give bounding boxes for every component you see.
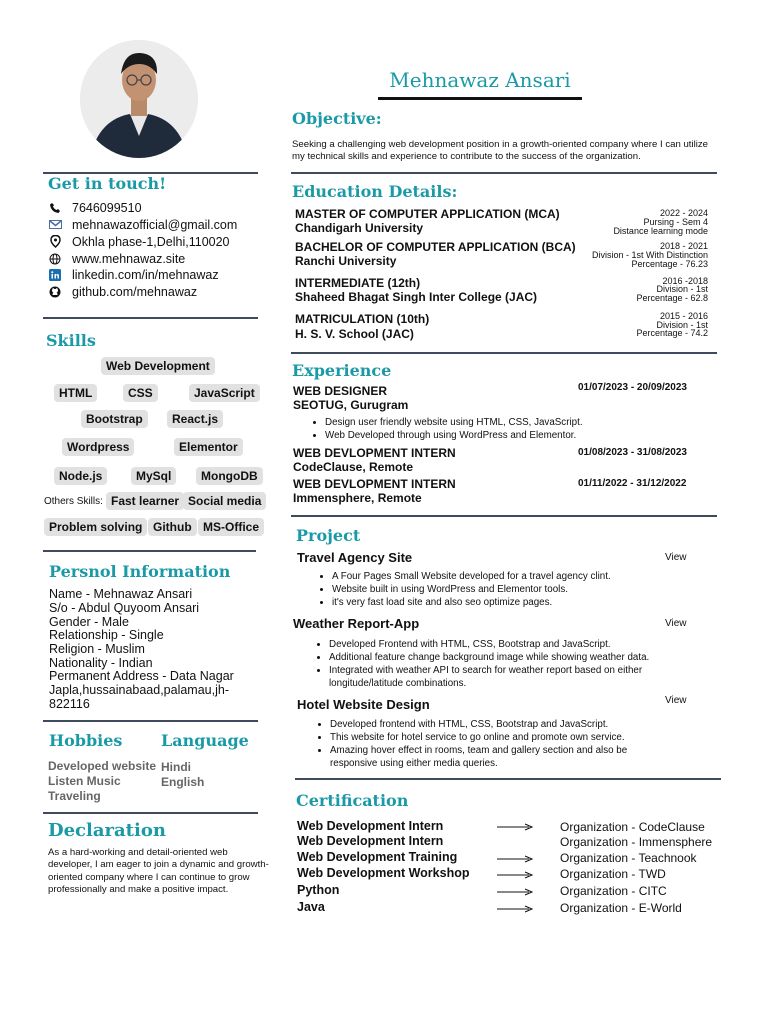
contact-address-text: Okhla phase-1,Delhi,110020 bbox=[72, 234, 230, 249]
education-meta-line: Percentage - 76.23 bbox=[631, 259, 708, 269]
project-bullets bbox=[312, 718, 675, 770]
arrow-right-icon bbox=[497, 855, 533, 863]
experience-company: Immensphere, Remote bbox=[293, 491, 422, 505]
education-meta-line: Percentage - 62.8 bbox=[636, 293, 708, 303]
personal-line: Religion - Muslim bbox=[49, 642, 145, 656]
education-school: H. S. V. School (JAC) bbox=[295, 327, 414, 341]
project-bullet: • Additional feature change background image while showing weather data. bbox=[329, 651, 699, 664]
project-rule bbox=[291, 515, 717, 517]
skill-pill: MongoDB bbox=[196, 467, 263, 485]
arrow-right-icon bbox=[497, 905, 533, 913]
arrow-right-icon bbox=[497, 871, 533, 879]
experience-rule bbox=[291, 352, 717, 354]
experience-company: CodeClause, Remote bbox=[293, 460, 414, 474]
project-view-link[interactable]: View bbox=[665, 618, 687, 629]
education-meta-line: 2022 - 2024 bbox=[659, 208, 708, 218]
certification-name: Java bbox=[297, 900, 325, 914]
location-pin-icon bbox=[48, 235, 62, 249]
experience-dates: 01/07/2023 - 20/09/2023 bbox=[578, 382, 687, 393]
skills-rule bbox=[43, 317, 258, 319]
other-skill-pill: Fast learner bbox=[106, 492, 184, 510]
certification-org: Organization - Teachnook bbox=[560, 851, 697, 865]
other-skill-pill: MS-Office bbox=[198, 518, 264, 536]
project-bullet: • it's very fast load site and also seo optimize pages. bbox=[332, 596, 712, 609]
language-heading: Language bbox=[161, 731, 249, 750]
skill-pill: Wordpress bbox=[62, 438, 134, 456]
education-meta-line: 2018 - 2021 bbox=[659, 241, 708, 251]
project-bullets bbox=[311, 638, 699, 690]
name-underline bbox=[378, 97, 582, 100]
education-meta-line: 2016 -2018 bbox=[662, 276, 708, 286]
contact-rule bbox=[43, 172, 258, 174]
education-degree: MATRICULATION (10th) bbox=[295, 312, 430, 326]
experience-heading: Experience bbox=[292, 361, 392, 380]
hobby-item: Listen Music bbox=[48, 774, 121, 788]
certification-name: Web Development Workshop bbox=[297, 866, 470, 880]
contact-github[interactable] bbox=[48, 283, 197, 300]
personal-line: 822116 bbox=[49, 697, 90, 711]
contact-phone-text: 7646099510 bbox=[72, 200, 142, 215]
hobby-item: Developed website bbox=[48, 759, 157, 773]
hobby-item: Traveling bbox=[48, 789, 101, 803]
project-view-link[interactable]: View bbox=[665, 695, 687, 706]
declaration-rule bbox=[43, 812, 258, 814]
skill-pill: Node.js bbox=[54, 467, 107, 485]
contact-email-text: mehnawazofficial@gmail.com bbox=[72, 217, 238, 232]
project-bullet: • Developed Frontend with HTML, CSS, Bootstrap and JavaScript. bbox=[329, 638, 699, 651]
education-school: Chandigarh University bbox=[295, 221, 424, 235]
personal-line: Nationality - Indian bbox=[49, 656, 153, 670]
resume-name: Mehnawaz Ansari bbox=[389, 68, 571, 92]
contact-heading: Get in touch! bbox=[48, 174, 167, 193]
experience-bullet: • Web Developed through using WordPress and Elementor. bbox=[325, 429, 725, 442]
project-view-link[interactable]: View bbox=[665, 552, 687, 563]
personal-line: Japla,hussainabaad,palamau,jh- bbox=[49, 683, 229, 697]
project-heading: Project bbox=[296, 526, 361, 545]
contact-linkedin[interactable] bbox=[48, 266, 219, 283]
other-skill-pill: Social media bbox=[183, 492, 266, 510]
education-meta-line: 2015 - 2016 bbox=[659, 311, 708, 321]
objective-heading: Objective: bbox=[292, 109, 382, 128]
skills-heading: Skills bbox=[46, 331, 96, 350]
other-skill-pill: Problem solving bbox=[44, 518, 147, 536]
personal-heading: Persnol Information bbox=[49, 562, 231, 581]
language-item: Hindi bbox=[161, 760, 191, 774]
contact-github-text: github.com/mehnawaz bbox=[72, 284, 198, 299]
skill-pill: Elementor bbox=[174, 438, 243, 456]
education-meta-line: Pursing - Sem 4 bbox=[643, 217, 708, 227]
certification-org: Organization - CodeClause bbox=[560, 820, 705, 834]
arrow-right-icon bbox=[497, 823, 533, 831]
project-bullet: • Website built in using WordPress and Elementor tools. bbox=[332, 583, 712, 596]
globe-icon bbox=[48, 252, 62, 266]
education-degree: BACHELOR OF COMPUTER APPLICATION (BCA) bbox=[295, 240, 576, 254]
project-title: Weather Report-App bbox=[293, 616, 420, 631]
project-bullet: • Integrated with weather API to search for weather report based on either longitude/latitude combinations. bbox=[329, 664, 699, 690]
experience-dates: 01/11/2022 - 31/12/2022 bbox=[578, 478, 687, 489]
education-school: Ranchi University bbox=[295, 254, 397, 268]
project-bullet: • Amazing hover effect in rooms, team and gallery section and also be responsive using either media queries. bbox=[330, 744, 675, 770]
education-meta-line: Division - 1st bbox=[656, 320, 708, 330]
experience-role: WEB DEVLOPMENT INTERN bbox=[293, 446, 456, 460]
declaration-heading: Declaration bbox=[48, 820, 166, 841]
education-school: Shaheed Bhagat Singh Inter College (JAC) bbox=[295, 290, 538, 304]
other-skill-pill: Github bbox=[148, 518, 197, 536]
declaration-text: As a hard-working and detail-oriented web developer, I am eager to join a dynamic and growth-oriented company where I can continue to grow professionally and make a positive impact. bbox=[48, 847, 269, 896]
experience-bullets bbox=[307, 416, 725, 442]
skill-pill: Bootstrap bbox=[81, 410, 148, 428]
education-meta-line: Division - 1st bbox=[656, 284, 708, 294]
personal-line: Gender - Male bbox=[49, 615, 129, 629]
contact-linkedin-text: linkedin.com/in/mehnawaz bbox=[72, 267, 219, 282]
contact-website[interactable] bbox=[48, 250, 185, 267]
project-title: Travel Agency Site bbox=[297, 550, 413, 565]
certification-org: Organization - CITC bbox=[560, 884, 667, 898]
hobbies-rule bbox=[43, 720, 258, 722]
personal-line: S/o - Abdul Quyoom Ansari bbox=[49, 601, 200, 615]
education-degree: INTERMEDIATE (12th) bbox=[295, 276, 421, 290]
contact-phone[interactable] bbox=[48, 199, 142, 216]
certification-org: Organization - E-World bbox=[560, 901, 682, 915]
skill-pill: CSS bbox=[123, 384, 158, 402]
experience-role: WEB DESIGNER bbox=[293, 384, 388, 398]
experience-company: SEOTUG, Gurugram bbox=[293, 398, 409, 412]
education-meta-line: Percentage - 74.2 bbox=[636, 328, 708, 338]
project-bullet: • A Four Pages Small Website developed for a travel agency clint. bbox=[332, 570, 712, 583]
skill-pill: Web Development bbox=[101, 357, 215, 375]
certification-org: Organization - TWD bbox=[560, 867, 666, 881]
others-skills-label: Others Skills: bbox=[44, 496, 103, 507]
skill-pill: React.js bbox=[167, 410, 223, 428]
project-title: Hotel Website Design bbox=[297, 697, 430, 712]
objective-text: Seeking a challenging web development position in a growth-oriented company where I can utilize my technical skills and experience to contribute to the success of the organization. bbox=[292, 139, 708, 163]
certification-name: Web Development Training bbox=[297, 850, 458, 864]
certification-name: Web Development Intern bbox=[297, 834, 444, 848]
skill-pill: HTML bbox=[54, 384, 97, 402]
personal-rule bbox=[43, 550, 256, 552]
phone-icon bbox=[48, 201, 62, 215]
education-heading: Education Details: bbox=[292, 182, 458, 201]
profile-photo bbox=[80, 40, 198, 158]
certification-rule bbox=[295, 778, 721, 780]
github-icon bbox=[48, 285, 62, 299]
experience-role: WEB DEVLOPMENT INTERN bbox=[293, 477, 456, 491]
contact-address bbox=[48, 233, 230, 250]
experience-bullet: • Design user friendly website using HTML, CSS, JavaScript. bbox=[325, 416, 725, 429]
linkedin-icon bbox=[48, 268, 62, 282]
experience-dates: 01/08/2023 - 31/08/2023 bbox=[578, 447, 687, 458]
mail-icon bbox=[48, 218, 62, 232]
certification-name: Web Development Intern bbox=[297, 819, 444, 833]
personal-line: Permanent Address - Data Nagar bbox=[49, 669, 234, 683]
education-degree: MASTER OF COMPUTER APPLICATION (MCA) bbox=[295, 207, 560, 221]
project-bullet: • This website for hotel service to go online and promote own service. bbox=[330, 731, 675, 744]
personal-line: Relationship - Single bbox=[49, 628, 164, 642]
contact-email[interactable] bbox=[48, 216, 237, 233]
project-bullet: • Developed frontend with HTML, CSS, Bootstrap and JavaScript. bbox=[330, 718, 675, 731]
personal-line: Name - Mehnawaz Ansari bbox=[49, 587, 193, 601]
education-rule bbox=[291, 172, 717, 174]
education-meta-line: Division - 1st With Distinction bbox=[591, 250, 708, 260]
arrow-right-icon bbox=[497, 888, 533, 896]
hobbies-heading: Hobbies bbox=[49, 731, 123, 750]
certification-org: Organization - Immensphere bbox=[560, 835, 713, 849]
project-bullets bbox=[314, 570, 712, 609]
certification-name: Python bbox=[297, 883, 340, 897]
certification-heading: Certification bbox=[296, 791, 409, 810]
skill-pill: JavaScript bbox=[189, 384, 260, 402]
contact-website-text: www.mehnawaz.site bbox=[72, 251, 186, 266]
skill-pill: MySql bbox=[131, 467, 176, 485]
education-meta-line: Distance learning mode bbox=[613, 226, 708, 236]
language-item: English bbox=[161, 775, 205, 789]
